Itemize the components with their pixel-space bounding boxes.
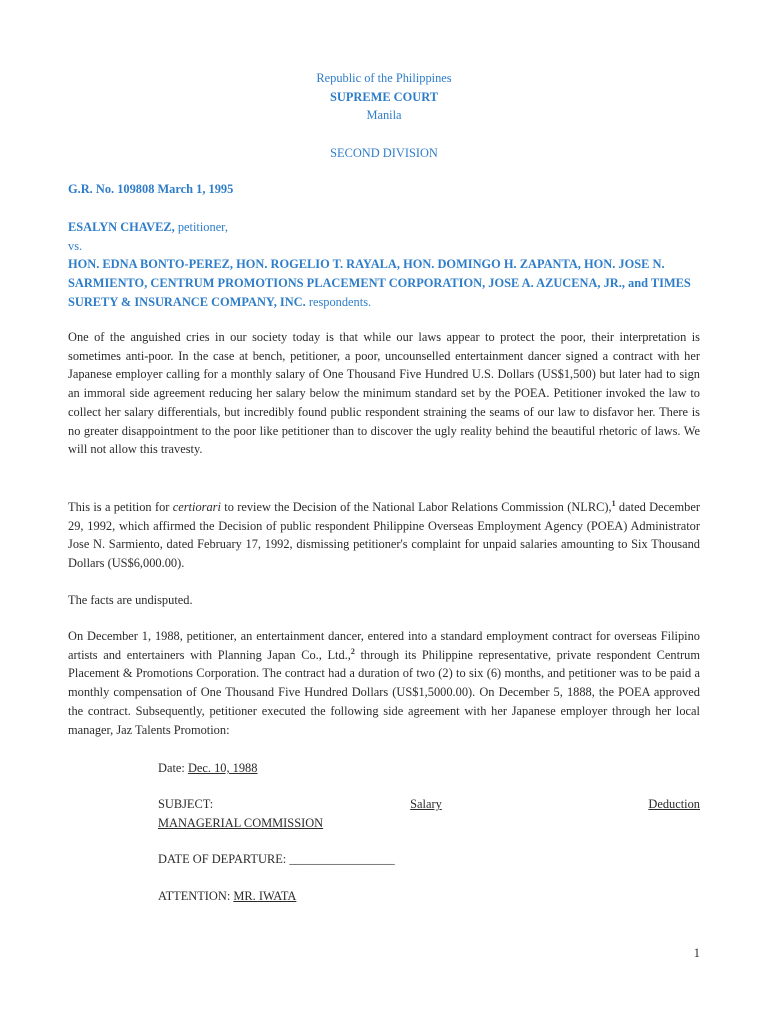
case-number: G.R. No. 109808 March 1, 1995	[68, 182, 234, 196]
memo-subject-label: SUBJECT:	[158, 797, 214, 811]
memo-departure-blank: _________________	[289, 852, 395, 866]
paragraph-intro: One of the anguished cries in our society today is that while our laws appear to protect the poor, their interpretation is sometimes anti-poor. In the case at bench, petitioner, a poor, uncounselled entertainment dancer signed a contract with her Japanese employer calling for a monthly salary of One Thousand Five Hundred U.S. Dollars (US$1,500) but later had to sign an immoral side agreement reducing her salary below the minimum standard set by the POEA. Petitioner invoked the law to collect her salary differentials, but incredibly found public respondent straining the seams of our law to disfavor her. There is no greater disappointment to the poor like petitioner than to discover the ugly reality behind the beautiful rhetoric of laws. We will not allow this travesty.	[68, 330, 700, 457]
memo-date	[158, 759, 700, 778]
memo-attention	[158, 887, 700, 906]
memo-subject-value	[410, 795, 700, 814]
memo-subject-line2	[158, 814, 700, 833]
memo-departure	[158, 850, 700, 869]
p2-text-a: This is a petition for	[68, 500, 173, 514]
footnote-ref-2[interactable]: 2	[350, 646, 355, 656]
memo-subject-word1: Salary	[410, 797, 442, 811]
court-name: SUPREME COURT	[330, 89, 438, 104]
memo-subject	[158, 795, 700, 832]
memo-date-label: Date:	[158, 761, 188, 775]
memo-subject-row	[158, 795, 700, 814]
respondents-line	[68, 255, 700, 311]
republic-line: Republic of the Philippines	[316, 71, 452, 85]
p4-text-b: through its Philippine representative, private respondent Centrum Placement & Promotions Corporation. The contract had a duration of two (2) to six (6) months, and petitioner was to be paid a monthly compensation of One Thousand Five Hundred Dollars (US$1,5000.00). On December 5, 1888, the POEA approved the contract. Subsequently, petitioner executed the following side agreement with her Japanese employer through her local manager, Jaz Talents Promotion:	[68, 647, 700, 737]
paragraph-petition	[68, 498, 700, 573]
p2-text-b: to review the Decision of the National Labor Relations Commission (NLRC),	[220, 500, 612, 514]
petitioner-line	[68, 218, 700, 237]
memo-departure-label: DATE OF DEPARTURE:	[158, 852, 290, 866]
respondents-names: HON. EDNA BONTO-PEREZ, HON. ROGELIO T. RAYALA, HON. DOMINGO H. ZAPANTA, HON. JOSE N. SARMIENTO, CENTRUM PROMOTIONS PLACEMENT CORPORATION, JOSE A. AZUCENA, JR., and TIMES SURETY & INSURANCE COMPANY, INC.	[68, 257, 691, 309]
paragraph-facts: The facts are undisputed.	[68, 593, 193, 607]
case-parties	[68, 218, 700, 312]
memo-attention-value: MR. IWATA	[233, 889, 297, 903]
respondents-role: respondents.	[305, 294, 372, 309]
court-header	[68, 69, 700, 125]
memo-subject-commission: MANAGERIAL COMMISSION	[158, 815, 324, 830]
memo-subject-word2: Deduction	[648, 797, 700, 811]
court-city: Manila	[366, 108, 402, 123]
page-number: 1	[693, 946, 700, 960]
memo-date-value: Dec. 10, 1988	[187, 761, 258, 775]
footnote-ref-1[interactable]: 1	[611, 498, 616, 508]
p2-text-c: dated December 29, 1992, which affirmed the Decision of public respondent Philippine Overseas Employment Agency (POEA) Administrator Jose N. Sarmiento, dated February 17, 1992, dismissing petitioner's complaint for unpaid salaries amounting to Six Thousand Dollars (US$6,000.00).	[68, 500, 700, 571]
memo-attention-label: ATTENTION:	[158, 889, 234, 903]
versus-line: vs.	[68, 238, 83, 253]
division-line: SECOND DIVISION	[330, 146, 438, 160]
paragraph-contract	[68, 627, 700, 739]
p4-text-a: On December 1, 1988, petitioner, an entertainment dancer, entered into a standard employment contract for overseas Filipino artists and entertainers with Planning Japan Co., Ltd.,	[68, 629, 700, 662]
p2-italic: certiorari	[172, 500, 221, 514]
petitioner-role: petitioner,	[174, 220, 228, 234]
petitioner-name: ESALYN CHAVEZ,	[68, 220, 175, 234]
